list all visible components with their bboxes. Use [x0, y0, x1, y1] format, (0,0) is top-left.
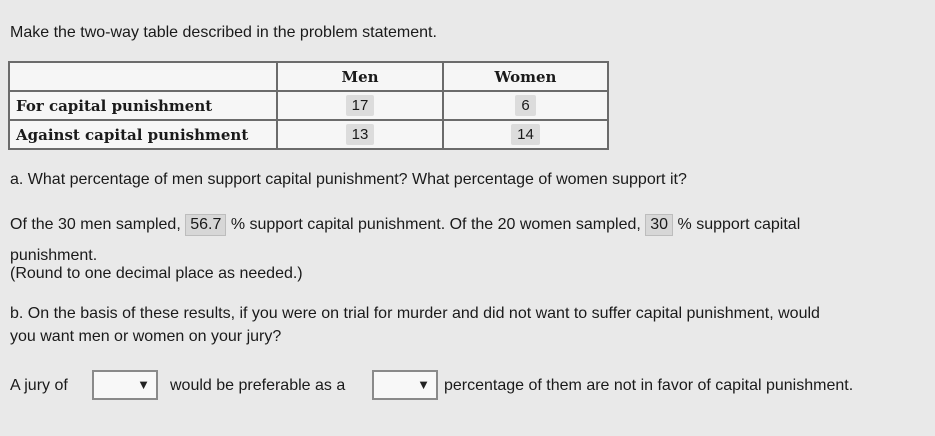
cell-against-women[interactable]: 14: [511, 124, 540, 145]
part-a-question: a. What percentage of men support capital punishment? What percentage of women support it?: [10, 171, 687, 188]
answer-prefix: Of the 30 men sampled,: [10, 216, 181, 233]
header-blank: [9, 62, 277, 91]
row-label-for: For capital punishment: [9, 91, 277, 120]
cell-for-men[interactable]: 17: [346, 95, 375, 116]
table-row: [9, 120, 608, 149]
jury-gender-dropdown[interactable]: [92, 370, 158, 400]
jury-suffix: percentage of them are not in favor of capital punishment.: [444, 377, 854, 394]
cell-for-women[interactable]: 6: [515, 95, 535, 116]
triangle-down-icon: ▼: [137, 377, 150, 392]
answer-mid: % support capital punishment. Of the 20 women sampled,: [230, 216, 641, 233]
round-note: (Round to one decimal place as needed.): [10, 265, 303, 282]
instruction-text: Make the two-way table described in the problem statement.: [10, 24, 437, 41]
part-b-question-line1: b. On the basis of these results, if you were on trial for murder and did not want to suffer capital punishment, would: [10, 305, 820, 322]
part-b-question-line2: you want men or women on your jury?: [10, 328, 282, 345]
row-label-against: Against capital punishment: [9, 120, 277, 149]
header-men: Men: [277, 62, 443, 91]
cell-against-men[interactable]: 13: [346, 124, 375, 145]
table-header-row: [9, 62, 608, 91]
jury-prefix: A jury of: [10, 377, 68, 394]
men-percent-input[interactable]: 56.7: [185, 214, 226, 236]
two-way-table: [8, 61, 609, 150]
answer-continuation: punishment.: [10, 247, 98, 264]
women-percent-input[interactable]: 30: [645, 214, 673, 236]
answer-suffix: % support capital: [677, 216, 801, 233]
table-row: [9, 91, 608, 120]
triangle-down-icon: ▼: [417, 377, 430, 392]
part-a-answer-line: [10, 214, 800, 236]
percentage-comparison-dropdown[interactable]: [372, 370, 438, 400]
jury-mid: would be preferable as a: [170, 377, 346, 394]
header-women: Women: [443, 62, 608, 91]
